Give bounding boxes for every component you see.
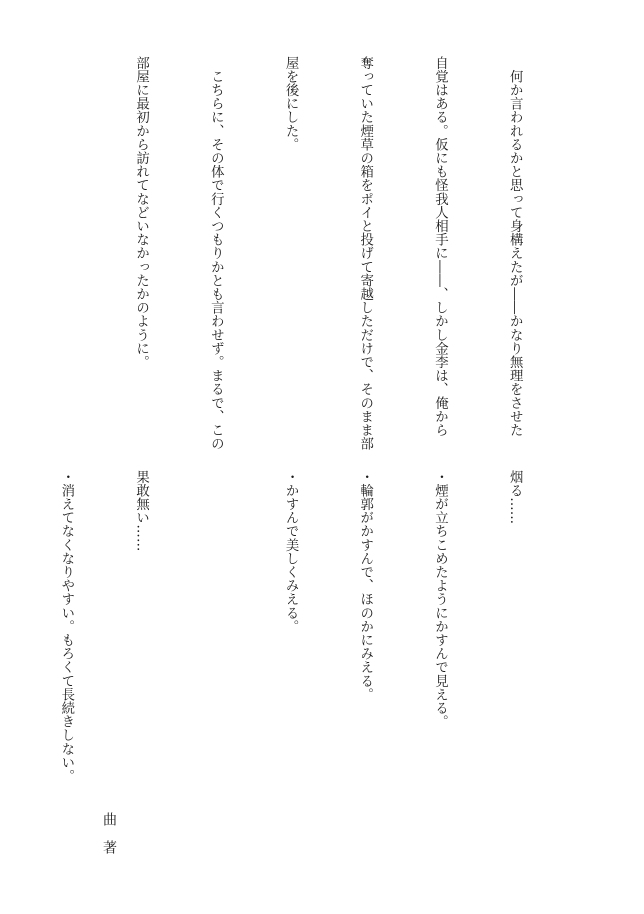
story-line <box>0 56 3 476</box>
story-line: 屋を後にした。 <box>283 56 299 152</box>
story-text-block <box>0 56 576 476</box>
story-line <box>53 56 78 476</box>
story-line: こちらに、その体で行くつもりかとも言わせず。まるで、この <box>208 56 224 451</box>
glossary-line: 烟る…… <box>507 470 523 525</box>
story-line: 自覚はある。仮にも怪我人相手に――、しかし金李は、俺から <box>432 56 448 437</box>
glossary-block <box>0 470 576 830</box>
story-line: 何か言われるかと思って身構えたが――かなり無理をさせた <box>507 56 523 437</box>
glossary-line <box>0 470 3 830</box>
glossary-line: ・煙が立ちこめたようにかすんで見える。 <box>432 470 448 729</box>
glossary-line <box>202 470 227 830</box>
story-line: 部屋に最初から訪れてなどいなかったかのように。 <box>133 56 149 369</box>
glossary-line: ・かすんで美しくみえる。 <box>283 470 299 634</box>
glossary-line: 果敢無い…… <box>133 470 149 552</box>
glossary-line: ・消えてなくなりやすい。もろくて長続きしない。 <box>58 470 74 783</box>
author-credit: 曲著 <box>101 812 117 868</box>
story-line: 奪っていた煙草の箱をポイと投げて寄越しただけで、そのまま部 <box>357 56 373 451</box>
glossary-line: ・輪郭がかすんで、ほのかにみえる。 <box>357 470 373 702</box>
